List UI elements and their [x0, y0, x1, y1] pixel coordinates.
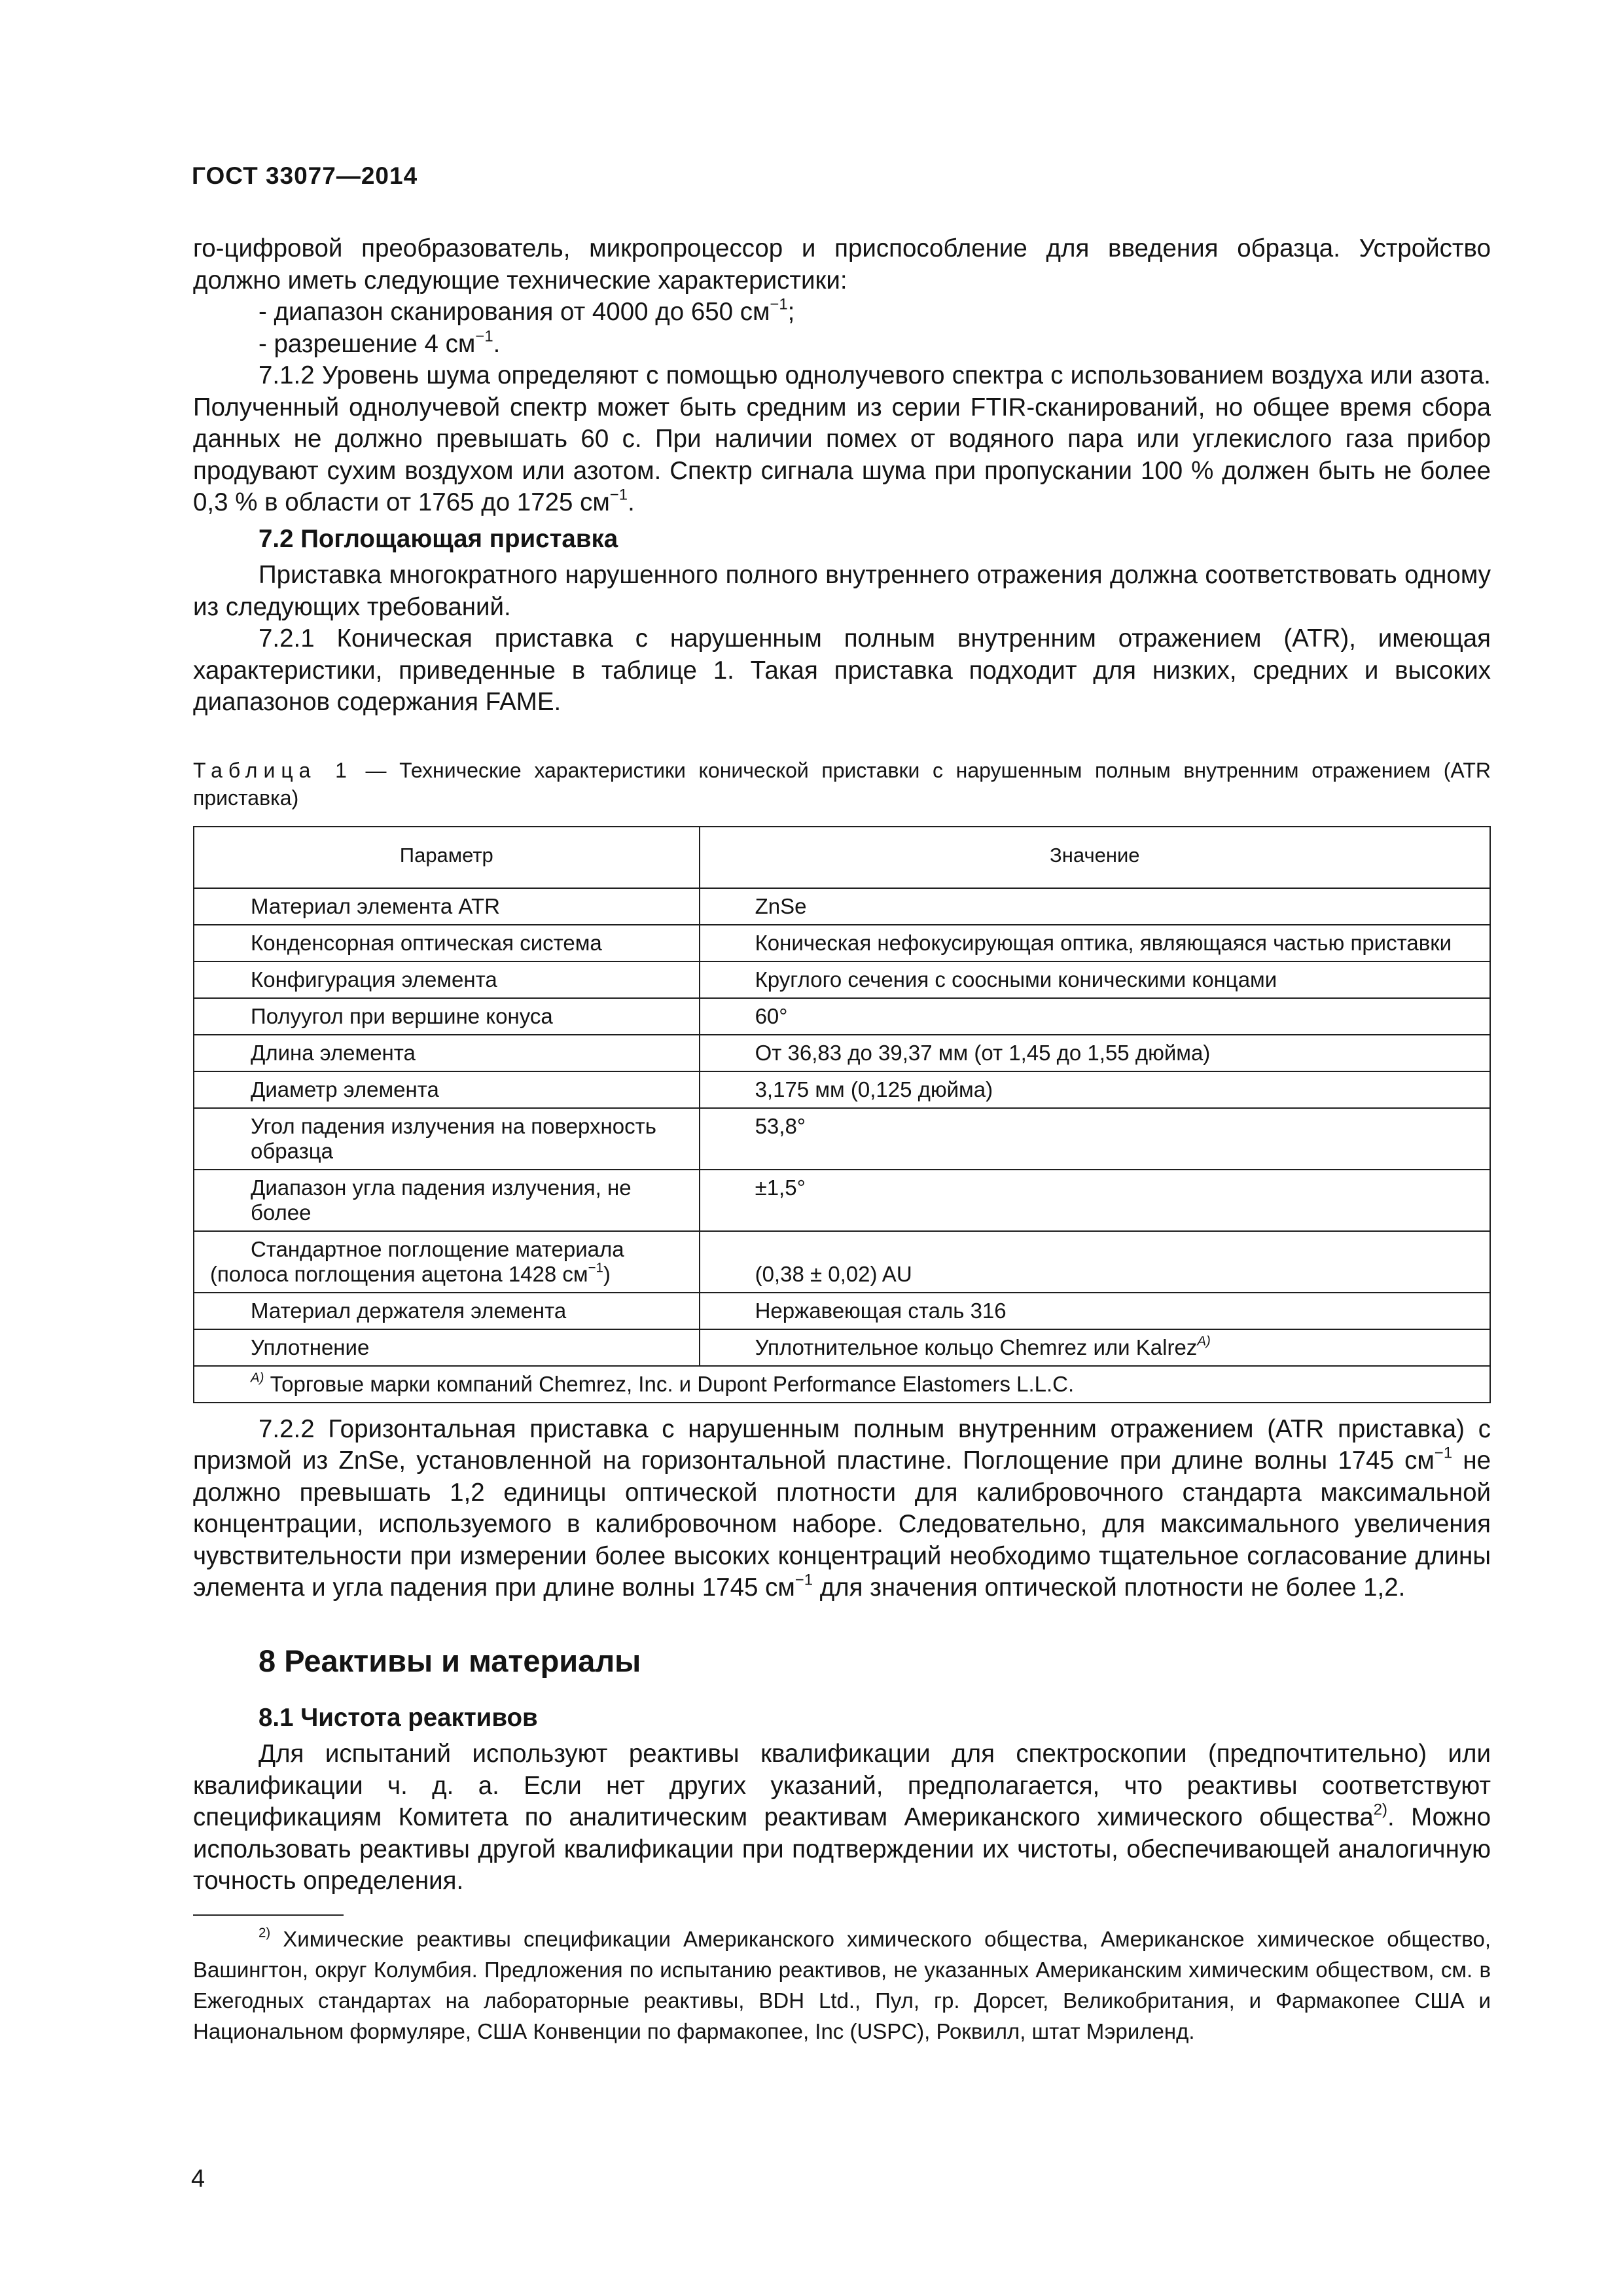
- footnote-2: $^{2)}$ Химические реактивы спецификации Американского химического общества, Американское химическое общество, Вашингтон, округ Колумбия. Предложения по испытанию реактивов, не указанных Американским химическим обществом, см. в Ежегодных стандартах на лабораторные реактивы, BDH Ltd., Пул, гр. Дорсет, Великобритания, и Фармакопее США и Национальном формуляре, США Конвенции по фармакопее, Inc (USPC), Роквилл, штат Мэриленд.: [193, 1925, 1491, 2043]
- table-cell-param: Материал элемента ATR: [194, 888, 700, 925]
- table-row: [194, 925, 1490, 961]
- column-header-parameter: Параметр: [194, 827, 700, 888]
- paragraph-8-1: Для испытаний используют реактивы квалификации для спектроскопии (предпочтительно) или квалификации ч. д. а. Если нет других указаний, предполагается, что реактивы соответствуют спецификациям Комитета по аналитическим реактивам Американского химического общества$^{2)}$. Можно использовать реактивы другой квалификации при подтверждении их чистоты, обеспечивающей аналогичную точность определения.: [193, 1740, 1491, 1895]
- paragraph-7-2-intro: Приставка многократного нарушенного полного внутреннего отражения должна соответствовать одному из следующих требований.: [193, 561, 1491, 621]
- table-cell-value: ZnSe: [700, 888, 1490, 925]
- paragraph-7-1-2: 7.1.2 Уровень шума определяют с помощью однолучевого спектра с использованием воздуха или азота. Полученный однолучевой спектр может быть средним из серии FTIR-сканирований, но общее время сбора данных не должно превышать 60 с. При наличии помех от водяного пара или углекислого газа прибор продувают сухим воздухом или азотом. Спектр сигнала шума при пропускании 100 % должен быть не более 0,3 % в области от 1765 до 1725 $см^{-1}$.: [193, 361, 1491, 516]
- table-cell-value: Уплотнительное кольцо Chemrez или Kalrez$^{A)}$: [700, 1329, 1490, 1366]
- table-row: [194, 1108, 1490, 1170]
- paragraph-7-2-1: 7.2.1 Коническая приставка с нарушенным полным внутренним отражением (ATR), имеющая характеристики, приведенные в таблице 1. Такая приставка подходит для низких, средних и высоких диапазонов содержания FAME.: [193, 624, 1491, 716]
- table-cell-param: Конфигурация элемента: [194, 961, 700, 998]
- table-cell-param: Стандартное поглощение материала (полоса поглощения ацетона 1428 $см^{-1}$): [194, 1231, 700, 1293]
- page-number: 4: [191, 2165, 205, 2193]
- table-cell-param: Материал держателя элемента: [194, 1293, 700, 1329]
- table-cell-value: 3,175 мм (0,125 дюйма): [700, 1071, 1490, 1108]
- document-standard-header: ГОСТ 33077—2014: [192, 162, 418, 189]
- table-row: [194, 1071, 1490, 1108]
- table-cell-param: Конденсорная оптическая система: [194, 925, 700, 961]
- table-row: [194, 1329, 1490, 1366]
- list-item-resolution: - разрешение 4 $см^{-1}$.: [259, 327, 501, 358]
- table-cell-value: Коническая нефокусирующая оптика, являющаяся частью приставки: [700, 925, 1490, 961]
- table-cell-value: 53,8°: [700, 1108, 1490, 1170]
- table-cell-param: Угол падения излучения на поверхность образца: [194, 1108, 700, 1170]
- table-cell-param: Уплотнение: [194, 1329, 700, 1366]
- table-atr-characteristics: [193, 826, 1491, 1403]
- table-cell-value: 60°: [700, 998, 1490, 1035]
- table-row: [194, 998, 1490, 1035]
- table-row: [194, 1170, 1490, 1231]
- table-cell-value: Нержавеющая сталь 316: [700, 1293, 1490, 1329]
- table-cell-value: (0,38 ± 0,02) AU: [700, 1231, 1490, 1293]
- heading-8-1: 8.1 Чистота реактивов: [259, 1703, 538, 1732]
- paragraph-7-2-2: 7.2.2 Горизонтальная приставка с нарушенным полным внутренним отражением (ATR приставка) с призмой из ZnSe, установленной на горизонтальной пластине. Поглощение при длине волны 1745 $см^{-1}$ не должно превышать 1,2 единицы оптической плотности для калибровочного стандарта максимальной концентрации, используемого в калибровочном наборе. Следовательно, для максимального увеличения чувствительности при измерении более высоких концентраций необходимо тщательное согласование длины элемента и угла падения при длине волны 1745 $см^{-1}$ для значения оптической плотности не более 1,2.: [193, 1414, 1491, 1602]
- table-row: [194, 1231, 1490, 1293]
- table-cell-value: Круглого сечения с соосными коническими концами: [700, 961, 1490, 998]
- footnote-divider: [193, 1914, 344, 1916]
- table-note-row: [194, 1366, 1490, 1403]
- heading-section-8: 8 Реактивы и материалы: [259, 1643, 641, 1678]
- table-cell-param: Диаметр элемента: [194, 1071, 700, 1108]
- list-item-scan-range: - диапазон сканирования от 4000 до 650 $см^{-1}$;: [259, 295, 795, 326]
- table-row: [194, 1293, 1490, 1329]
- table-row: [194, 961, 1490, 998]
- paragraph-device: го-цифровой преобразователь, микропроцессор и приспособление для введения образца. Устройство должно иметь следующие технические характеристики:: [193, 234, 1491, 295]
- column-header-value: Значение: [700, 827, 1490, 888]
- table-cell-param: Длина элемента: [194, 1035, 700, 1071]
- table-footnote: $^{A)}$ Торговые марки компаний Chemrez, Inc. и Dupont Performance Elastomers L.L.C.: [194, 1366, 1490, 1403]
- table-cell-value: ±1,5°: [700, 1170, 1490, 1231]
- table-caption: Таблица 1 — Технические характеристики конической приставки с нарушенным полным внутренним отражением (ATR приставка): [193, 758, 1491, 810]
- table-cell-value: От 36,83 до 39,37 мм (от 1,45 до 1,55 дюйма): [700, 1035, 1490, 1071]
- page-body: [193, 233, 1491, 2047]
- heading-7-2: 7.2 Поглощающая приставка: [259, 524, 618, 553]
- table-header-row: [194, 827, 1490, 888]
- table-cell-param: Полуугол при вершине конуса: [194, 998, 700, 1035]
- table-row: [194, 888, 1490, 925]
- table-row: [194, 1035, 1490, 1071]
- table-cell-param: Диапазон угла падения излучения, не более: [194, 1170, 700, 1231]
